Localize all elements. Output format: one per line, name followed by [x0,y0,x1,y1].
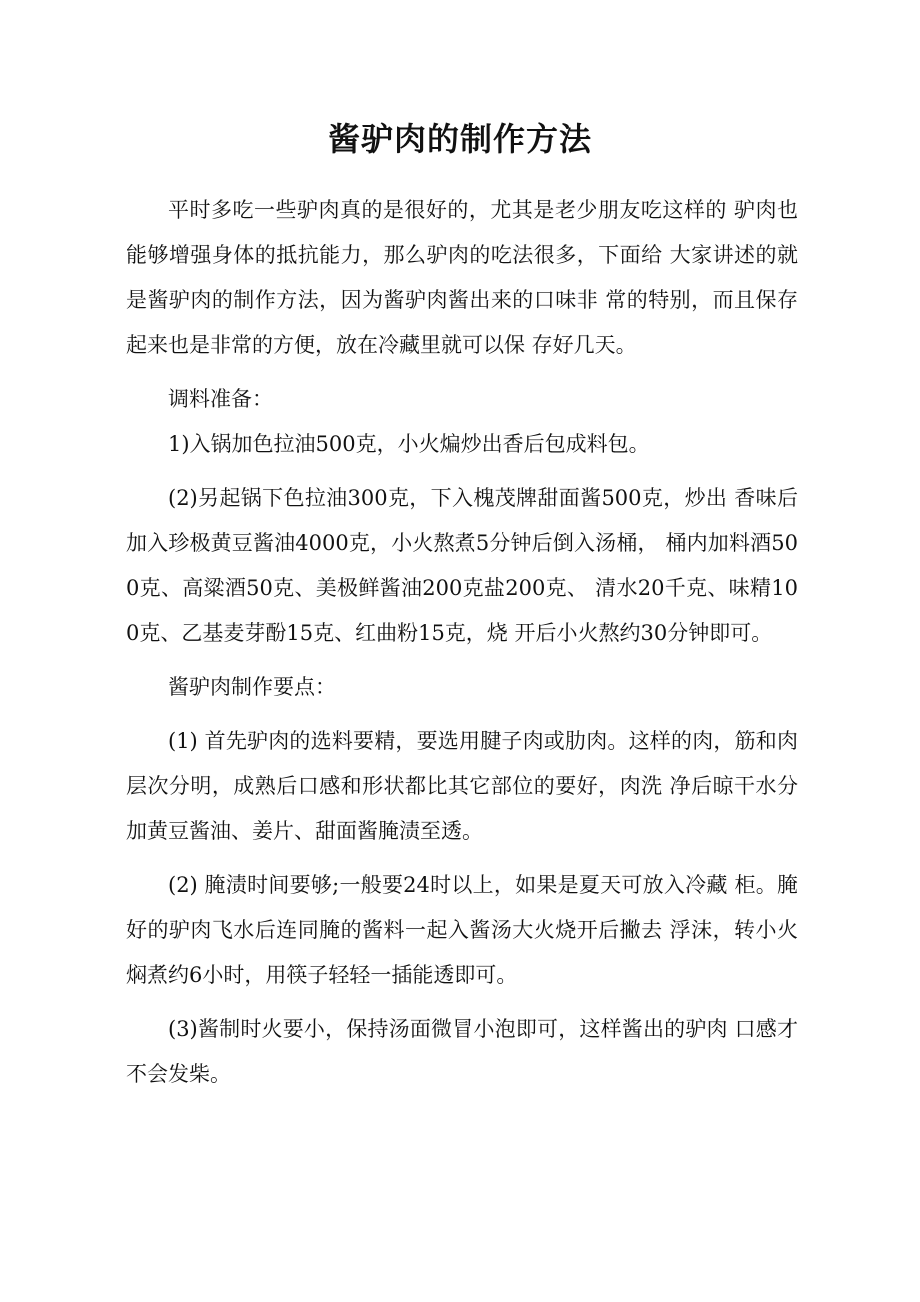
document-title: 酱驴肉的制作方法 [327,120,592,158]
key-point-3: (3)酱制时火要小，保持汤面微冒小泡即可，这样酱出的驴肉 口感才不会发柴。 [126,1017,798,1086]
document-body [126,188,798,1106]
key-point-2: (2) 腌渍时间要够;一般要24时以上，如果是夏天可放入冷藏 柜。腌好的驴肉飞水后连同腌的酱料一起入酱汤大火烧开后撇去 浮沫，转小火焖煮约6小时，用筷子轻轻一插能透即可。 [126,873,798,987]
seasoning-step-2: (2)另起锅下色拉油300克，下入槐茂牌甜面酱500克，炒出 香味后加入珍极黄豆酱油4000克，小火熬煮5分钟后倒入汤桶， 桶内加料酒500克、高粱酒50克、美极鲜酱油200克盐200克、 清水20千克、味精100克、乙基麦芽酚15克、红曲粉15克，烧 开后小火熬约30分钟即可。 [126,486,798,645]
intro-paragraph: 平时多吃一些驴肉真的是很好的，尤其是老少朋友吃这样的 驴肉也能够增强身体的抵抗能力，那么驴肉的吃法很多，下面给 大家讲述的就是酱驴肉的制作方法，因为酱驴肉酱出来的口味非 常的特别，而且保存起来也是非常的方便，放在冷藏里就可以保 存好几天。 [126,198,798,357]
key-points-heading: 酱驴肉制作要点： [168,675,336,699]
key-point-1: (1) 首先驴肉的选料要精，要选用腱子肉或肋肉。这样的肉，筋和肉层次分明，成熟后口感和形状都比其它部位的要好，肉洗 净后晾干水分加黄豆酱油、姜片、甜面酱腌渍至透。 [126,729,798,843]
seasoning-heading: 调料准备： [168,387,273,411]
seasoning-step-1: 1)入锅加色拉油500克，小火煸炒出香后包成料包。 [168,432,650,456]
